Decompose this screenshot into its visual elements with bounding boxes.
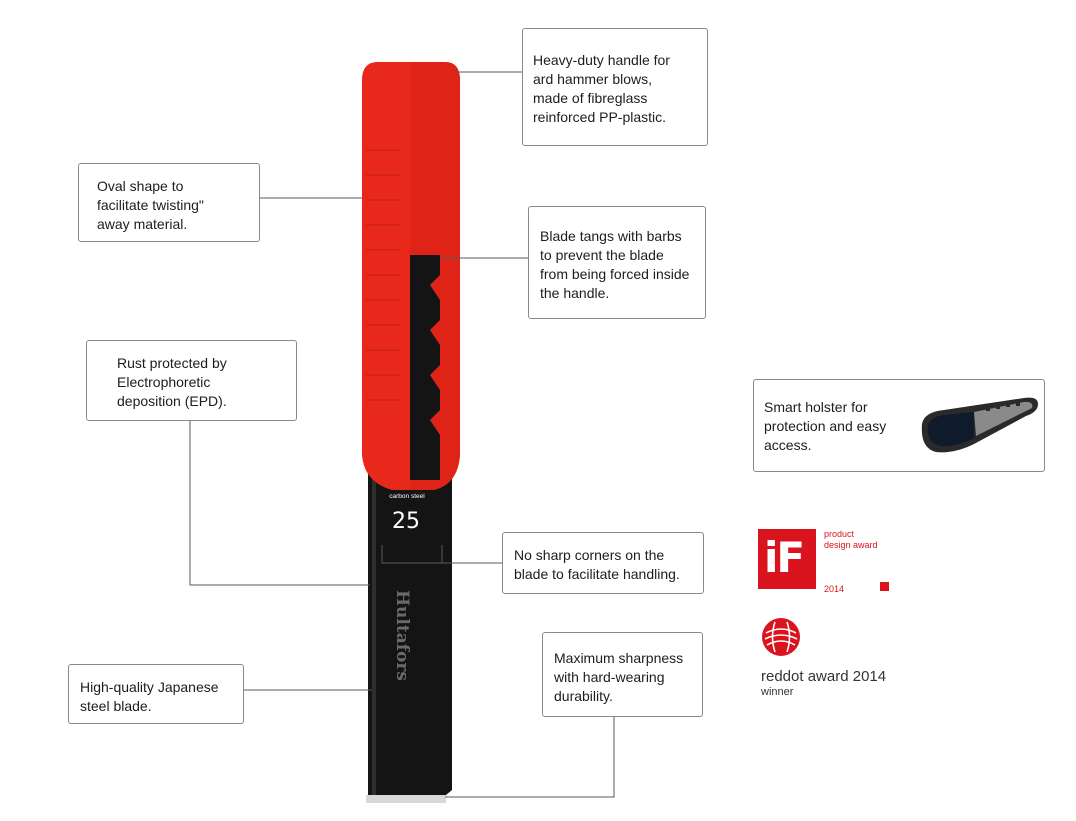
callout-text: away material. <box>97 216 188 232</box>
reddot-title: reddot award 2014 <box>761 668 887 685</box>
reddot-logo <box>760 616 802 658</box>
if-logo <box>758 529 816 589</box>
callout-text: Heavy-duty handle for <box>533 52 670 68</box>
callout-text: access. <box>764 437 812 453</box>
callout-oval <box>78 163 260 242</box>
reddot-award <box>760 616 910 702</box>
holster-image <box>914 386 1044 466</box>
callout-text: No sharp corners on the <box>514 547 665 563</box>
callout-steel <box>68 664 244 724</box>
holster-text <box>764 398 886 455</box>
callout-sharpness <box>542 632 703 717</box>
callout-text: deposition (EPD). <box>117 393 227 409</box>
callout-text: Blade tangs with barbs <box>540 228 682 244</box>
callout-text: Maximum sharpness <box>554 650 684 666</box>
reddot-subtitle: winner <box>761 686 794 698</box>
size-label: 25 <box>392 509 420 534</box>
callout-rust <box>86 340 297 421</box>
callout-text: Oval shape to <box>97 178 184 194</box>
callout-text: from being forced inside <box>540 266 690 282</box>
if-award-line1: product <box>824 529 855 539</box>
if-award-year: 2014 <box>824 584 845 594</box>
callout-text: made of fibreglass <box>533 90 648 106</box>
callout-text: ard hammer blows, <box>533 71 653 87</box>
if-award-square <box>880 582 889 591</box>
callout-holster <box>753 379 1045 472</box>
if-award-line2: design award <box>824 540 878 550</box>
callout-text: High-quality Japanese <box>80 679 219 695</box>
callout-text: Smart holster for <box>764 399 868 415</box>
callout-handle <box>522 28 708 146</box>
rust-leader <box>190 421 370 585</box>
callout-text: Rust protected by <box>117 355 227 371</box>
callout-text: durability. <box>554 688 613 704</box>
callout-text: Electrophoretic <box>117 374 211 390</box>
callout-text: with hard-wearing <box>554 669 665 685</box>
callout-text: the handle. <box>540 285 610 301</box>
sharpness-leader <box>445 717 614 797</box>
callout-text: blade to facilitate handling. <box>514 566 680 582</box>
callout-text: steel blade. <box>80 698 152 714</box>
callout-text: to prevent the blade <box>540 247 664 263</box>
corners-leader <box>382 545 442 563</box>
callout-text: reinforced PP-plastic. <box>533 109 667 125</box>
callout-text: facilitate twisting" <box>97 197 204 213</box>
callout-text: protection and easy <box>764 418 887 434</box>
if-award <box>758 529 898 599</box>
brand-label: Hultafors <box>392 590 412 681</box>
steel-label: carbon steel <box>389 493 425 500</box>
callout-corners <box>502 532 704 594</box>
callout-tangs <box>528 206 706 319</box>
if-logo-text: iF <box>764 533 804 582</box>
